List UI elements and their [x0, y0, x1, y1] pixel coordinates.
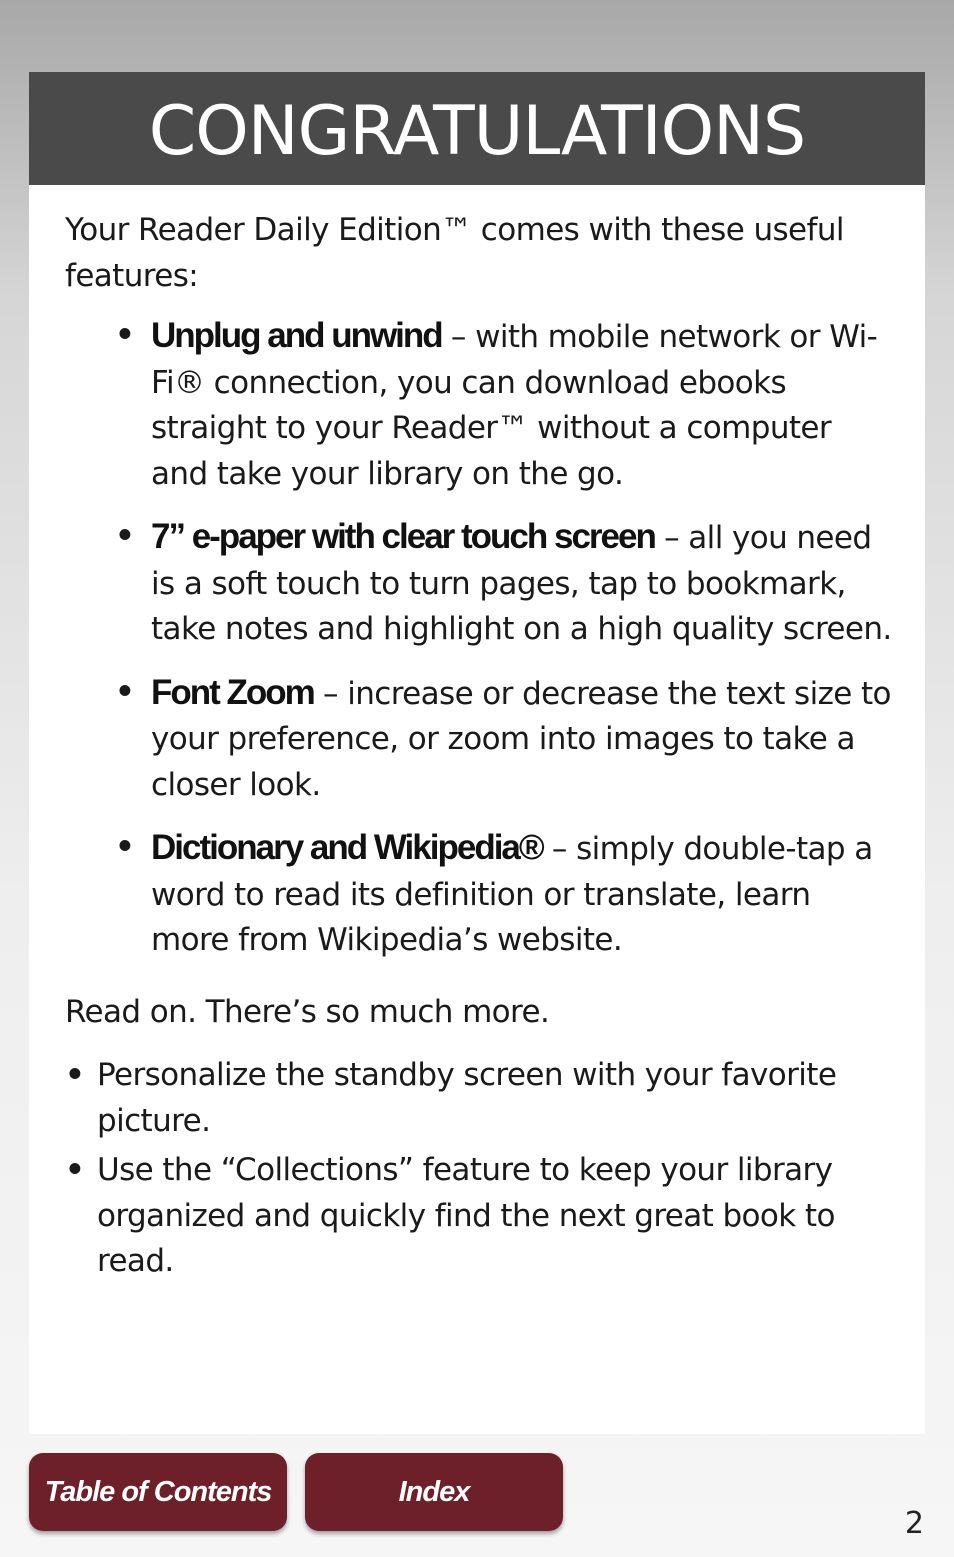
feature-title: 7” e-paper with clear touch screen: [151, 517, 655, 556]
feature-text: – with mobile network or Wi-Fi® connection, you can download ebooks straight to your Reader™ without a computer and take your library on the go.: [151, 319, 878, 492]
bullet-icon: •: [65, 1152, 85, 1188]
extra-text: Use the “Collections” feature to keep your library organized and quickly find the next great book to read.: [97, 1152, 835, 1279]
read-on-text: Read on. There’s so much more.: [65, 993, 550, 1030]
feature-item: [115, 670, 895, 809]
title-bar: [29, 72, 925, 185]
table-of-contents-button[interactable]: Table of Contents: [29, 1453, 287, 1531]
feature-item: [115, 514, 895, 653]
extra-item: [65, 1053, 895, 1144]
page-number: 2: [904, 1506, 924, 1541]
page-title: CONGRATULATIONS: [148, 92, 806, 171]
index-button[interactable]: Index: [305, 1453, 563, 1531]
extras-list: [65, 1053, 895, 1285]
extra-text: Personalize the standby screen with your favorite picture.: [97, 1057, 837, 1139]
feature-text: – all you need is a soft touch to turn pages, tap to bookmark, take notes and highlight on a high quality screen.: [151, 520, 892, 647]
bullet-icon: •: [65, 1057, 85, 1093]
feature-text: – increase or decrease the text size to your preference, or zoom into images to take a closer look.: [151, 675, 891, 803]
extra-item: [65, 1148, 895, 1285]
feature-title: Unplug and unwind: [151, 316, 442, 355]
feature-title: Font Zoom: [151, 672, 314, 712]
feature-title: Dictionary and Wikipedia®: [151, 828, 543, 867]
bullet-icon: •: [115, 829, 135, 865]
bullet-icon: •: [115, 673, 135, 710]
bullet-icon: •: [115, 518, 135, 554]
bullet-icon: •: [115, 317, 135, 353]
content-body: [65, 208, 895, 1289]
feature-item: [115, 313, 895, 497]
feature-list: [65, 313, 895, 964]
feature-item: [115, 825, 895, 964]
intro-text: Your Reader Daily Edition™ comes with these useful features:: [65, 212, 844, 294]
feature-text: – simply double-tap a word to read its definition or translate, learn more from Wikipedia’s website.: [151, 831, 873, 958]
page-sheet: [29, 72, 925, 1434]
